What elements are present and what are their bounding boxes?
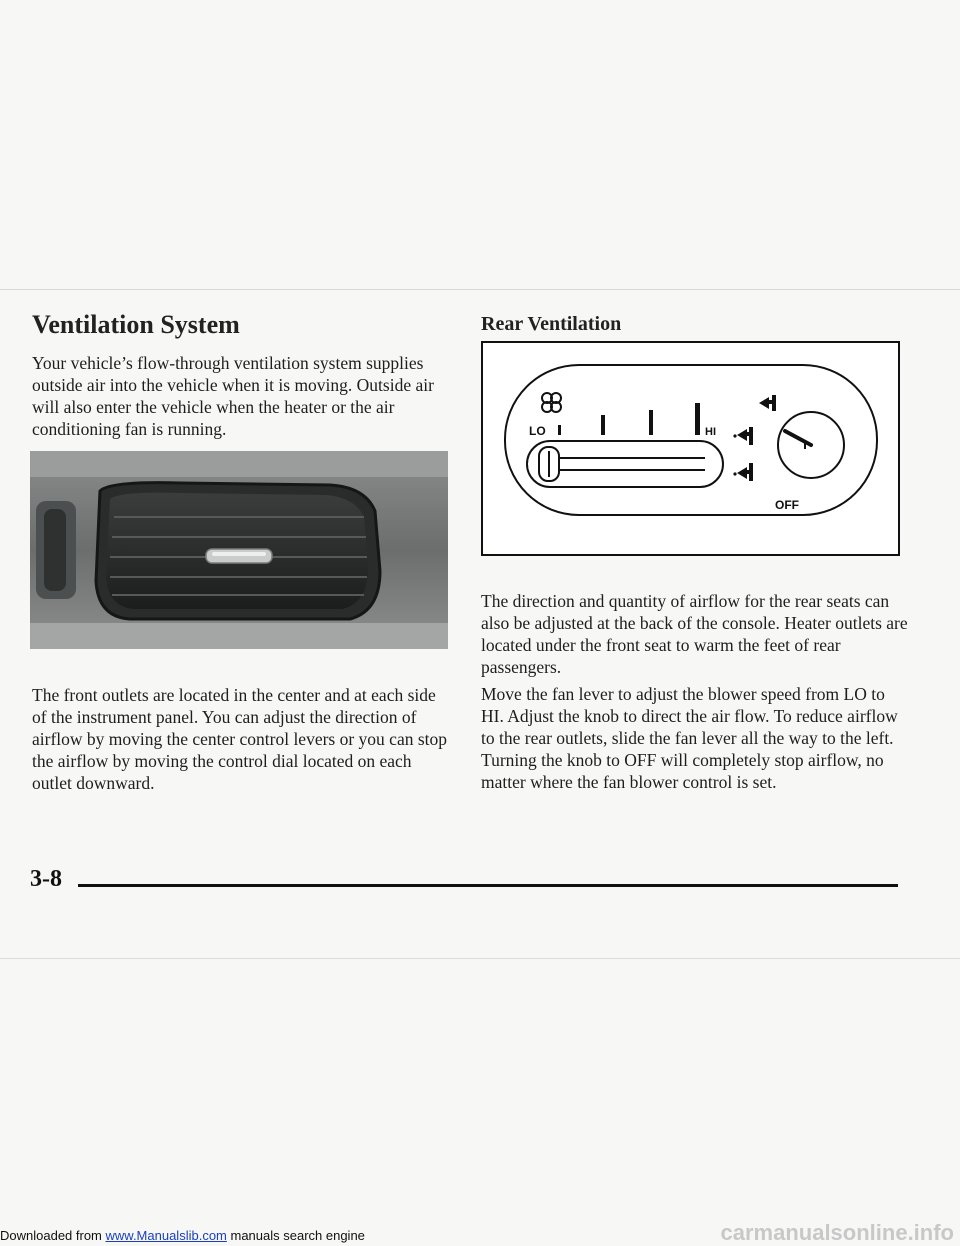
hi-label: HI bbox=[705, 426, 716, 438]
ventilation-intro-paragraph: Your vehicle’s flow-through ventilation system supplies outside air into the vehicle when it is moving. Outside air will also enter the vehicle when the heater or the air conditioning fan is running. bbox=[32, 353, 434, 439]
download-prefix: Downloaded from bbox=[0, 1228, 106, 1243]
download-suffix: manuals search engine bbox=[226, 1228, 365, 1243]
off-label: OFF bbox=[775, 498, 799, 512]
airflow-floor-icon bbox=[733, 463, 753, 481]
airflow-middle-icon bbox=[733, 427, 753, 445]
lo-label: LO bbox=[529, 424, 546, 438]
section-heading-rear-ventilation: Rear Ventilation bbox=[481, 313, 622, 335]
rear-ventilation-paragraph: The direction and quantity of airflow for the rear seats can also be adjusted at the back of the console. Heater outlets are located under the front seat to warm the feet of rear passengers. bbox=[481, 591, 908, 677]
airflow-knob bbox=[778, 412, 844, 478]
page-number: 3-8 bbox=[30, 866, 62, 892]
airflow-upper-icon bbox=[759, 395, 776, 411]
fan-lever-instructions-paragraph: Move the fan lever to adjust the blower speed from LO to HI. Adjust the knob to direct the air flow. To reduce airflow to the rear outlets, slide the fan lever all the way to the left. Turning the knob to OFF will completely stop airflow, no matter where the fan blower control is set. bbox=[481, 684, 898, 792]
rear-ventilation-control-diagram bbox=[481, 341, 900, 556]
section-heading-ventilation: Ventilation System bbox=[32, 310, 240, 339]
front-air-outlet-photo bbox=[30, 451, 448, 649]
fan-icon bbox=[542, 393, 561, 412]
manualslib-link[interactable]: www.Manualslib.com bbox=[105, 1228, 227, 1243]
front-outlets-paragraph: The front outlets are located in the center and at each side of the instrument panel. You can adjust the direction of airflow by moving the center control levers or you can stop the airflow by moving the control dial located on each outlet downward. bbox=[32, 685, 448, 793]
footer-rule bbox=[78, 884, 898, 887]
top-divider bbox=[0, 289, 960, 290]
download-credit bbox=[0, 1228, 365, 1243]
bottom-divider bbox=[0, 958, 960, 959]
watermark: carmanualsonline.info bbox=[720, 1220, 954, 1245]
